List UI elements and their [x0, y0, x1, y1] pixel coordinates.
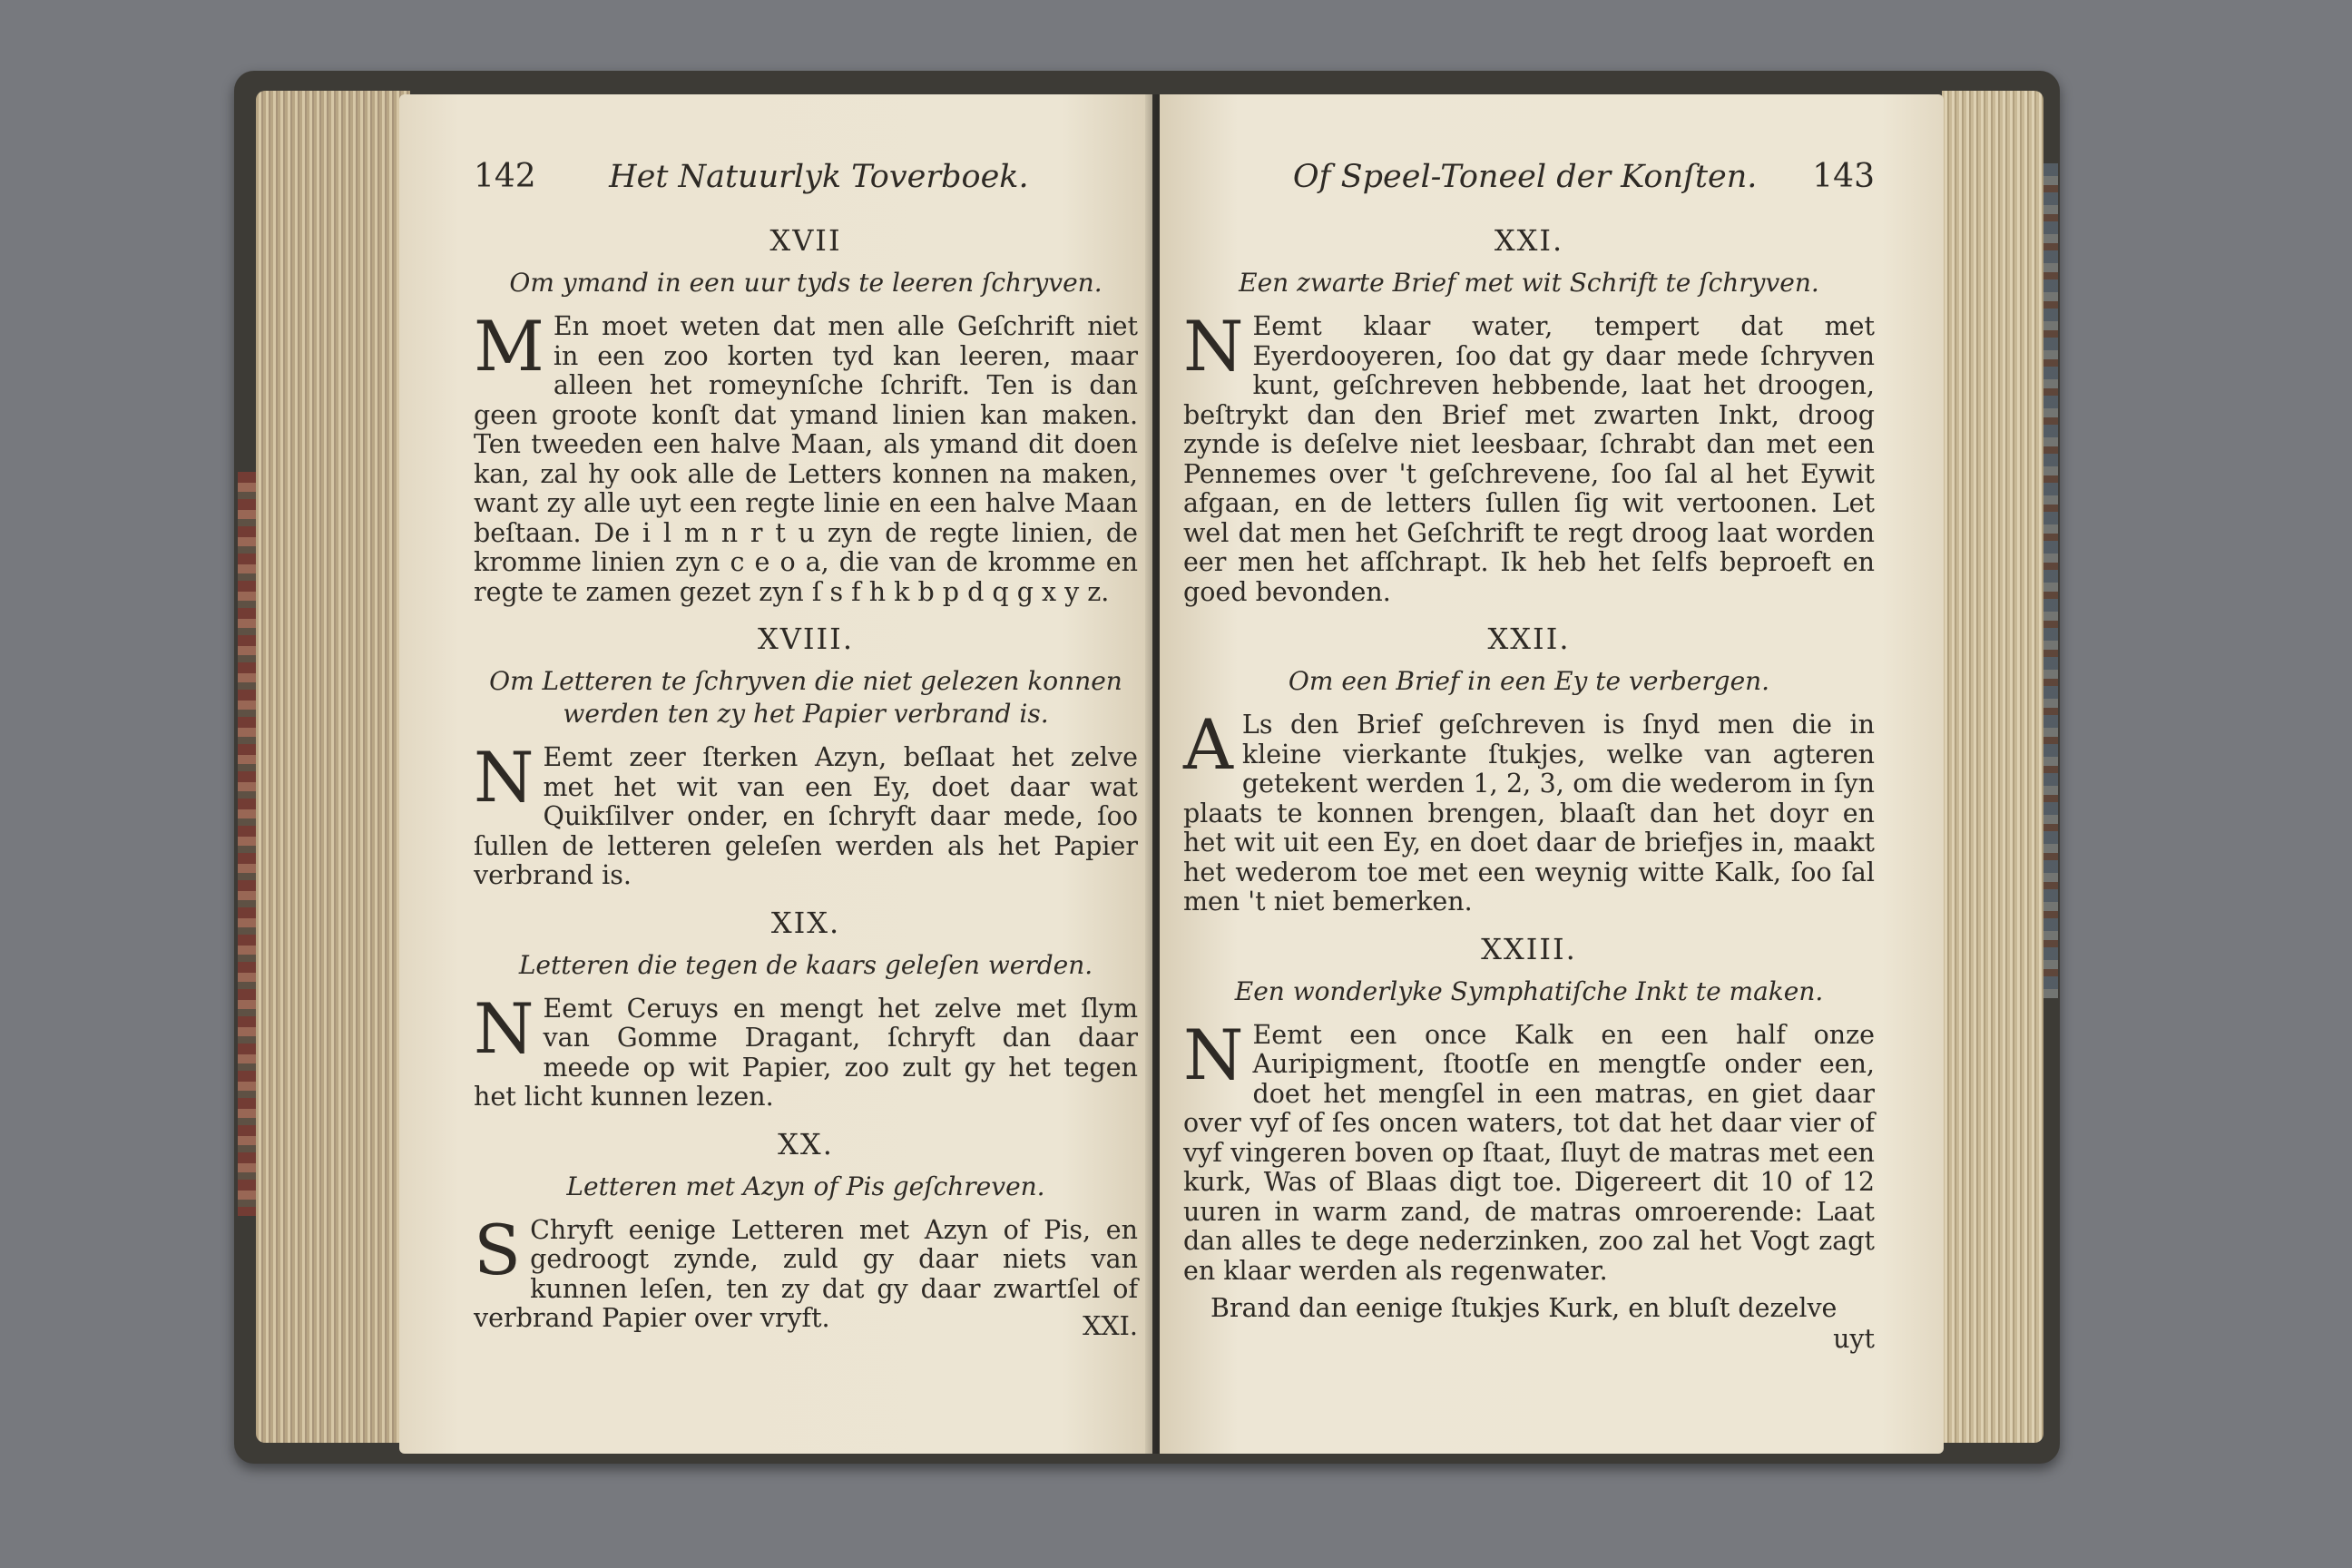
left-page-text [474, 158, 1138, 1341]
section-numeral: XXIII. [1481, 931, 1577, 966]
section [474, 906, 1138, 1112]
running-title: Het Natuurlyk Toverboek. [609, 159, 1029, 195]
right-page [1160, 94, 1944, 1454]
section-subtitle: Om Letteren te ſchryven die niet gelezen konnen werden ten zy het Papier verbrand is. [489, 666, 1122, 729]
section-subtitle: Om ymand in een uur tyds te leeren ſchryven. [509, 268, 1102, 298]
paragraph-text: Ls den Brief geſchreven is ſnyd men die in kleine vierkante ſtukjes, welke van agteren getekent werden 1, 2, 3, om die wederom in ſyn plaats te konnen brengen, blaaſt dan het doyr en het wit uit een Ey, en doet daar de briefjes in, maakt het wederom toe met een weynig witte Kalk, ſoo ſal men 't niet bemerken. [1183, 710, 1875, 916]
left-running-head [474, 158, 1138, 209]
paragraph-text: En moet weten dat men alle Geſchrift niet in een zoo korten tyd kan leeren, maar alleen het romeynſche ſchrift. Ten is dan geen groote konſt dat ymand linien kan maken. Ten tweeden een halve Maan, als ymand dit doen kan, zal hy ook alle de Letters konnen na maken, want zy alle uyt een regte linie en een halve Maan beſtaan. De i l m n r t u zyn de regte linien, de kromme linien zyn c e o a, die van de kromme en regte te zamen gezet zyn ſ s f h k b p d q g x y z. [474, 311, 1138, 607]
section [1183, 223, 1875, 607]
section-paragraph [474, 306, 1138, 607]
paragraph-text: Eemt een once Kalk en een half onze Auripigment, ſtootſe en mengtſe onder een, doet het mengſel in een matras, en giet daar over vyf of ſes oncen waters, tot dat het daar vier of vyf vingeren boven op ſtaat, ſluyt de matras met een kurk, Was of Blaas digt toe. Digereert dit 10 of 12 uuren in warm zand, de matras omroerende: Laat dan alles te dege nederzinken, zoo zal het Vogt zagt en klaar werden als regenwater. [1183, 1019, 1875, 1286]
section [474, 622, 1138, 891]
left-page [399, 94, 1152, 1454]
paragraph-text: Eemt Ceruys en mengt het zelve met ſlym van Gomme Dragant, ſchryft dan daar meede op wit Papier, zoo zult gy het tegen het licht kunnen lezen. [474, 993, 1138, 1112]
catchword: XXI. [1083, 1310, 1138, 1341]
paragraph-text: Eemt zeer ſterken Azyn, beſlaat het zelve met het wit van een Ey, doet daar wat Quikſilver onder, en ſchryft daar mede, ſoo ſullen de letteren geleſen werden als het Papier verbrand is. [474, 742, 1138, 890]
section-paragraph [1183, 306, 1875, 607]
section-numeral: XIX. [770, 905, 841, 940]
page-number: 142 [474, 158, 536, 195]
section-numeral: XVII [769, 223, 842, 258]
paragraph-text: Chryft eenige Letteren met Azyn of Pis, en gedroogt zynde, zuld gy daar niets van kunnen leſen, ten zy dat gy daar zwartſel of verbrand Papier over vryft. [474, 1214, 1138, 1333]
section-numeral: XVIII. [758, 622, 854, 656]
section-paragraph [474, 737, 1138, 891]
drop-initial: A [1183, 704, 1233, 785]
catchword: uyt [1833, 1324, 1875, 1354]
section [474, 223, 1138, 607]
drop-initial: M [474, 306, 544, 387]
section-subtitle: Letteren die tegen de kaars geleſen werden. [518, 949, 1093, 980]
marbled-endpaper-left [238, 472, 258, 1216]
right-running-head [1183, 158, 1875, 209]
section [1183, 622, 1875, 917]
drop-initial: N [1183, 1014, 1244, 1095]
drop-initial: S [474, 1209, 522, 1290]
drop-initial: N [1183, 306, 1244, 387]
section-numeral: XXII. [1487, 622, 1571, 656]
section-subtitle: Een wonderlyke Symphatiſche Inkt te maken. [1234, 975, 1824, 1006]
drop-initial: N [474, 987, 534, 1069]
page-edges-right [1942, 91, 2043, 1443]
section-subtitle: Een zwarte Brief met wit Schrift te ſchryven. [1239, 268, 1819, 298]
section [474, 1127, 1138, 1342]
paragraph-text: Eemt klaar water, tempert dat met Eyerdooyeren, ſoo dat gy daar mede ſchryven kunt, geſchreven hebbende, laat het droogen, beſtrykt dan den Brief met zwarten Inkt, droog zynde is deſelve niet leesbaar, ſchrabt dan met een Pennemes over 't geſchrevene, ſoo ſal al het Eywit afgaan, en de letters ſullen ſig wit vertoonen. Let wel dat men het Geſchrift te regt droog laat worden eer men het afſchrapt. Ik heb het ſelfs beproeft en goed bevonden. [1183, 311, 1875, 607]
drop-initial: N [474, 737, 534, 818]
page-number: 143 [1812, 158, 1875, 195]
section-numeral: XX. [778, 1126, 834, 1161]
section-paragraph [1183, 704, 1875, 917]
section-subtitle: Om een Brief in een Ey te verbergen. [1288, 666, 1770, 696]
running-title: Of Speel-Toneel der Konſten. [1292, 159, 1758, 195]
right-page-text [1183, 158, 1875, 1355]
section [1183, 932, 1875, 1287]
page-edges-left [256, 91, 410, 1443]
section-numeral: XXI. [1494, 223, 1564, 258]
final-paragraph: Brand dan eenige ſtukjes Kurk, en bluſt dezelve [1210, 1293, 1838, 1323]
section-paragraph [474, 987, 1138, 1112]
section-paragraph [1183, 1014, 1875, 1287]
section-subtitle: Letteren met Azyn of Pis geſchreven. [566, 1171, 1045, 1201]
